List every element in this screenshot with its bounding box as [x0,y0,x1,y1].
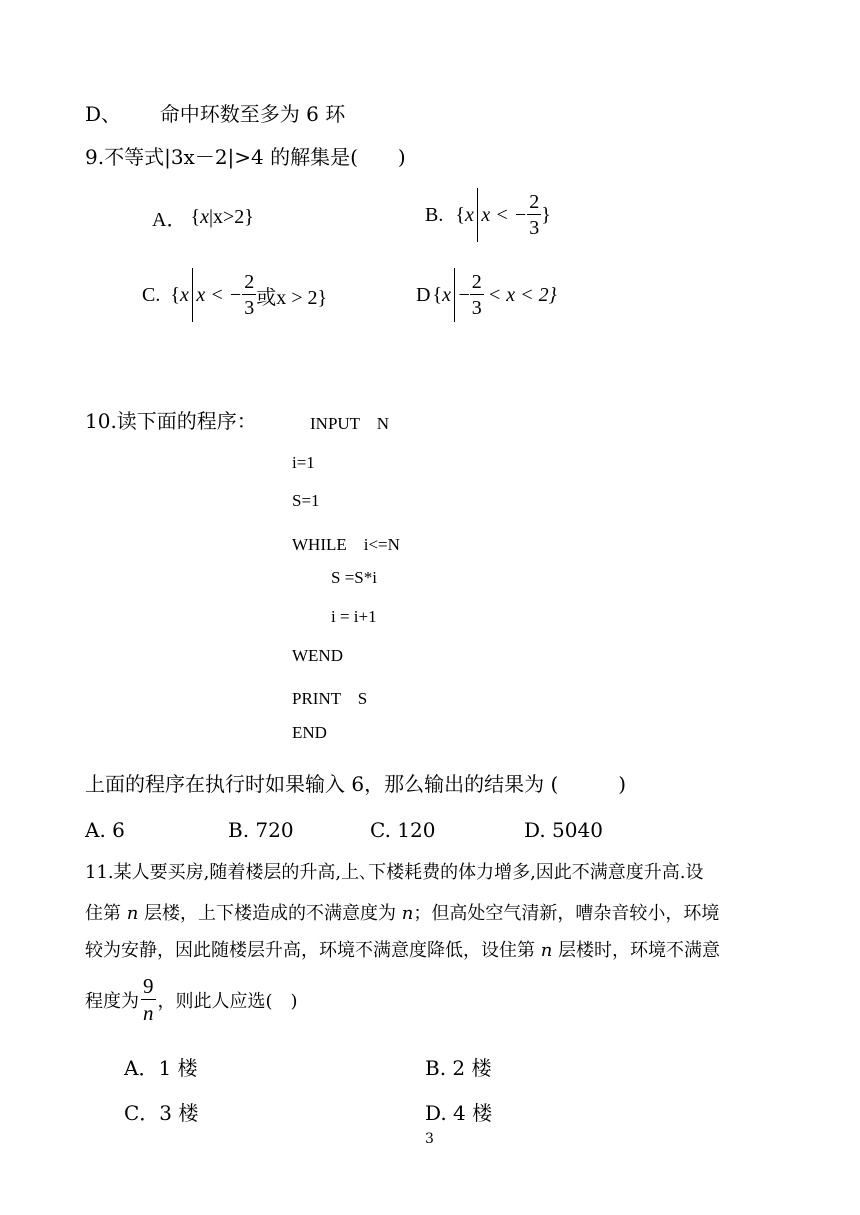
q9-option-d-open: { [432,283,443,306]
q9-option-d [416,268,557,322]
q9-option-b-fraction [527,192,541,238]
q9-option-a-open: { [190,206,201,228]
q9-option-c-divider [192,268,194,322]
q9-option-b-label: B. [425,203,444,226]
q11-option-a: A．1 楼 [124,1056,198,1080]
q10-code-line-3: S=1 [292,491,320,510]
q9-option-c-numerator: 2 [244,271,255,293]
q10-code-line-9: END [292,723,327,742]
q10-code-line-4: WHILE i<=N [292,535,400,554]
q8-option-d-text: 命中环数至多为 6 环 [159,102,346,126]
q9-option-b-cond: x < − [481,203,528,226]
q11-line-2-n2: n [401,903,414,924]
q11-line-3-a: 较为安静，因此随楼层升高，环境不满意度降低，设住第 [85,940,541,961]
q9-option-a-bar: | [208,206,213,228]
q9-option-d-label: D [416,283,431,306]
q11-line-2 [85,899,719,925]
page-number: 3 [425,1131,434,1147]
q9-option-c-tail: 或x > 2} [256,286,328,309]
q10-code-line-8: PRINT S [292,689,368,708]
q9-option-a-label: A． [152,209,187,231]
q11-line-2-b: 层楼，上下楼造成的不满意度为 [138,903,402,924]
q11-line-4 [85,976,298,1024]
q11-fraction [141,976,156,1024]
q9-stem: 9.不等式|3x－2|>4 的解集是( ) [85,145,406,169]
q10-code-line-7: WEND [292,646,343,665]
q9-option-d-tail: < x < 2} [487,283,557,306]
q9-option-b-close: } [541,203,551,226]
q9-option-c [142,268,327,322]
q10-option-a: A. 6 [85,818,125,842]
q9-option-d-var: x [442,283,451,306]
q9-option-c-var: x [179,283,189,306]
q10-code-line-2: i=1 [292,453,315,472]
q9-option-b [425,188,551,242]
q10-code-line-5: S =S*i [331,568,377,587]
q11-option-d: D. 4 楼 [425,1101,493,1125]
q10-option-d: D. 5040 [524,818,603,842]
q9-option-c-open: { [170,283,180,306]
q11-line-3-b: 层楼时，环境不满意 [552,940,721,961]
q11-line-3 [85,936,720,962]
q11-line-4-a: 程度为 [85,991,139,1012]
q9-option-d-denominator: 3 [470,294,484,318]
q10-option-c: C. 120 [370,818,436,842]
q9-option-a-cond: x>2} [212,206,254,228]
q11-line-4-b: ，则此人应选( ) [157,991,298,1012]
q11-line-2-n: n [126,903,139,924]
q11-fraction-denominator: n [143,1001,154,1025]
q9-option-a [152,203,254,232]
q8-option-d [85,98,345,127]
q9-option-c-fraction [242,272,256,318]
q9-option-b-divider [477,188,479,242]
q11-line-2-a: 住第 [85,903,127,924]
q11-line-1: 11.某人要买房,随着楼层的升高,上､下楼耗费的体力增多,因此不满意度升高.设 [85,862,704,883]
q11-line-3-n: n [540,940,553,961]
q10-code-line-6: i = i+1 [331,607,377,626]
q9-option-d-divider [454,268,456,322]
q10-code-line-1: INPUT N [310,414,390,433]
q9-option-d-fraction [470,272,484,318]
q9-option-b-open: { [455,203,465,226]
q11-option-b: B. 2 楼 [425,1056,492,1080]
q9-option-c-cond: x < − [196,283,243,306]
q11-option-c: C．3 楼 [124,1101,199,1125]
q9-option-a-var: x [200,206,209,228]
q9-option-b-var: x [464,203,474,226]
q9-option-c-denominator: 3 [242,294,256,318]
q10-stem: 10.读下面的程序： [85,409,257,433]
q10-option-b: B. 720 [228,818,294,842]
q9-option-d-neg: − [458,283,470,306]
q9-option-b-numerator: 2 [529,191,540,213]
q9-option-d-numerator: 2 [471,271,482,293]
q9-option-c-label: C. [142,283,161,306]
q9-option-b-denominator: 3 [527,214,541,238]
q10-question: 上面的程序在执行时如果输入 6，那么输出的结果为 ( ) [85,772,627,796]
q8-option-d-label: D、 [85,102,122,126]
q11-line-2-c: ；但高处空气清新，嘈杂音较小，环境 [413,903,720,924]
q11-fraction-numerator: 9 [143,974,154,998]
